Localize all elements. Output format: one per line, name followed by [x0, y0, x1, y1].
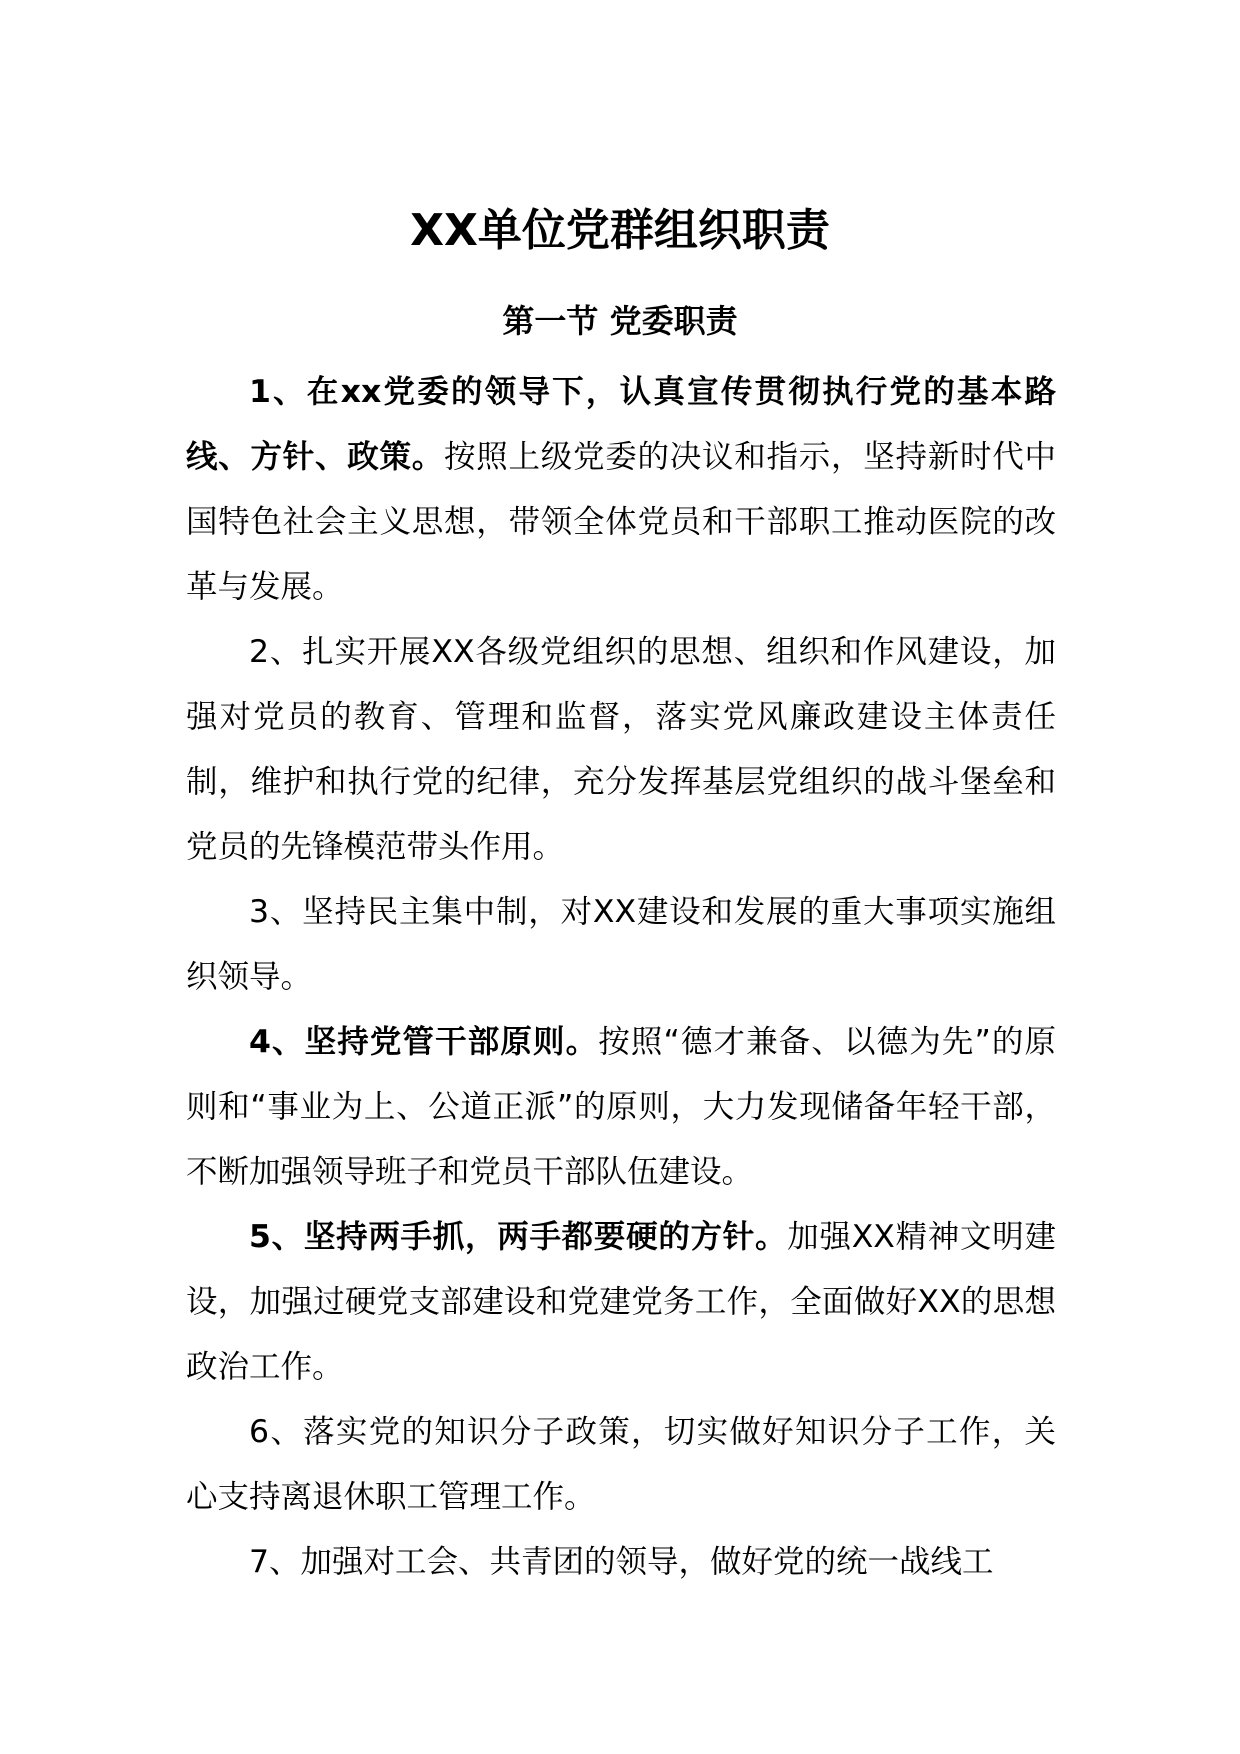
paragraph-7	[186, 1530, 1056, 1595]
paragraph-1-text: 按照上级党委的决议和指示，坚持新时代中国特色社会主义思想，带领全体党员和干部职工推动医院的改革与发展。	[186, 439, 1056, 605]
paragraph-4-lead: 4、坚持党管干部原则。	[249, 1024, 599, 1060]
paragraph-3-text: 3、坚持民主集中制，对XX建设和发展的重大事项实施组织领导。	[186, 894, 1056, 995]
paragraph-4-text: 按照“德才兼备、以德为先”的原则和“事业为上、公道正派”的原则，大力发现储备年轻干部，不断加强领导班子和党员干部队伍建设。	[186, 1024, 1057, 1190]
paragraph-7-text: 7、加强对工会、共青团的领导，做好党的统一战线工	[249, 1544, 994, 1580]
paragraph-3	[186, 880, 1056, 1010]
paragraph-2	[186, 620, 1056, 880]
document-title: XX单位党群组织职责	[410, 205, 830, 256]
section-heading: 第一节 党委职责	[502, 302, 738, 340]
paragraph-6-text: 6、落实党的知识分子政策，切实做好知识分子工作，关心支持离退休职工管理工作。	[186, 1414, 1056, 1515]
paragraph-6	[186, 1400, 1056, 1530]
paragraph-5-text: 加强XX精神文明建设，加强过硬党支部建设和党建党务工作，全面做好XX的思想政治工作。	[186, 1219, 1056, 1385]
paragraph-4	[186, 1010, 1056, 1205]
paragraph-2-text: 2、扎实开展XX各级党组织的思想、组织和作风建设，加强对党员的教育、管理和监督，落实党风廉政建设主体责任制，维护和执行党的纪律，充分发挥基层党组织的战斗堡垒和党员的先锋模范带头作用。	[186, 634, 1056, 865]
paragraph-5-lead: 5、坚持两手抓，两手都要硬的方针。	[249, 1219, 788, 1255]
document-body	[186, 360, 1056, 1595]
paragraph-1	[186, 360, 1056, 620]
paragraph-1-lead: 1、在xx党委的领导下，认真宣传贯彻执行党的基本路线、方针、政策。	[186, 374, 1056, 475]
paragraph-5	[186, 1205, 1056, 1400]
